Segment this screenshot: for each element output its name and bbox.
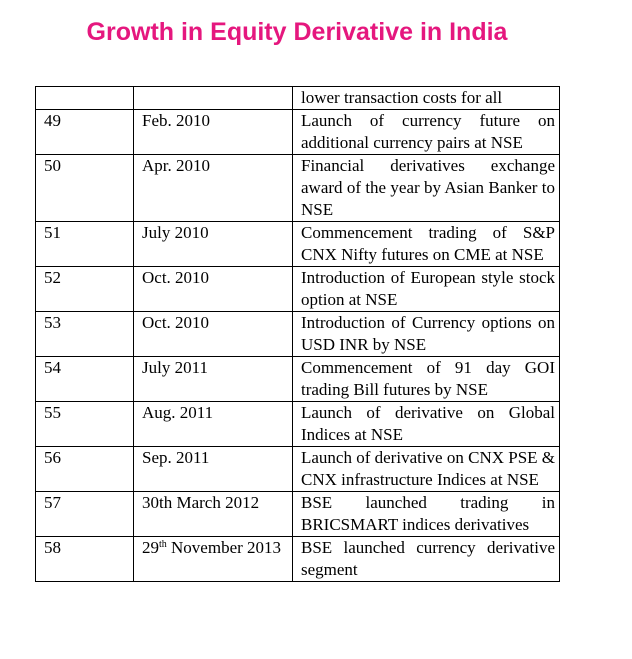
table-row bbox=[36, 402, 560, 447]
row-number: 54 bbox=[36, 357, 134, 402]
row-date: Feb. 2010 bbox=[134, 110, 293, 155]
row-date: 30th March 2012 bbox=[134, 492, 293, 537]
row-date bbox=[134, 87, 293, 110]
table-row bbox=[36, 312, 560, 357]
row-description: Financial derivatives exchange award of the year by Asian Banker to NSE bbox=[293, 155, 560, 222]
row-description: BSE launched currency derivative segment bbox=[293, 537, 560, 582]
row-date-day: 29 bbox=[142, 538, 159, 557]
page-title: Growth in Equity Derivative in India bbox=[86, 18, 508, 46]
row-number bbox=[36, 87, 134, 110]
row-number: 50 bbox=[36, 155, 134, 222]
row-description: Launch of currency future on additional currency pairs at NSE bbox=[293, 110, 560, 155]
row-description: Launch of derivative on Global Indices at NSE bbox=[293, 402, 560, 447]
row-date-rest: November 2013 bbox=[171, 538, 282, 557]
row-number: 57 bbox=[36, 492, 134, 537]
row-number: 53 bbox=[36, 312, 134, 357]
table-row bbox=[36, 357, 560, 402]
table-row bbox=[36, 537, 560, 582]
row-number: 58 bbox=[36, 537, 134, 582]
row-date: Sep. 2011 bbox=[134, 447, 293, 492]
row-description: Introduction of European style stock option at NSE bbox=[293, 267, 560, 312]
table-row bbox=[36, 155, 560, 222]
row-date: July 2011 bbox=[134, 357, 293, 402]
row-number: 55 bbox=[36, 402, 134, 447]
derivatives-timeline-table bbox=[35, 86, 560, 582]
table-row bbox=[36, 267, 560, 312]
row-description: Launch of derivative on CNX PSE & CNX infrastructure Indices at NSE bbox=[293, 447, 560, 492]
row-description: Introduction of Currency options on USD INR by NSE bbox=[293, 312, 560, 357]
row-date: Oct. 2010 bbox=[134, 267, 293, 312]
table-row bbox=[36, 447, 560, 492]
row-date: July 2010 bbox=[134, 222, 293, 267]
row-date: Apr. 2010 bbox=[134, 155, 293, 222]
row-date-ordinal: th bbox=[159, 539, 167, 550]
table-row bbox=[36, 110, 560, 155]
table-row bbox=[36, 492, 560, 537]
row-description: lower transaction costs for all bbox=[293, 87, 560, 110]
row-date: Aug. 2011 bbox=[134, 402, 293, 447]
row-number: 52 bbox=[36, 267, 134, 312]
row-description: BSE launched trading in BRICSMART indices derivatives bbox=[293, 492, 560, 537]
row-date bbox=[134, 537, 293, 582]
row-number: 51 bbox=[36, 222, 134, 267]
table-row bbox=[36, 87, 560, 110]
row-number: 49 bbox=[36, 110, 134, 155]
row-description: Commencement trading of S&P CNX Nifty futures on CME at NSE bbox=[293, 222, 560, 267]
row-date: Oct. 2010 bbox=[134, 312, 293, 357]
row-number: 56 bbox=[36, 447, 134, 492]
row-description: Commencement of 91 day GOI trading Bill futures by NSE bbox=[293, 357, 560, 402]
table-row bbox=[36, 222, 560, 267]
